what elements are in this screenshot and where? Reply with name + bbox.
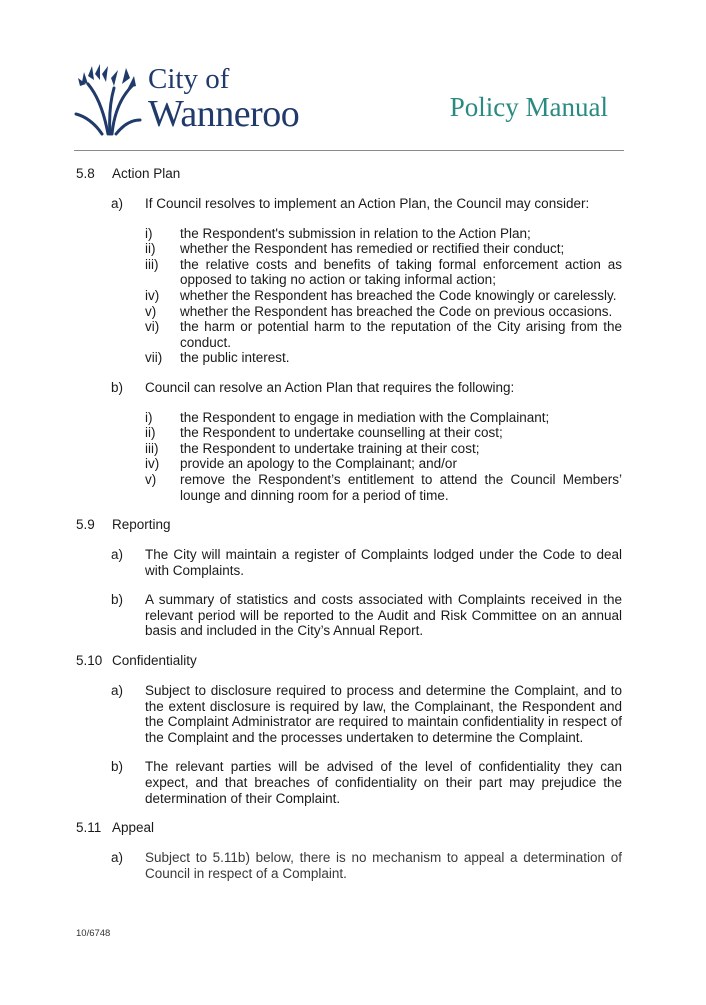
clause-text: Subject to disclosure required to process and determine the Complaint, and to the extent disclosure is required by law, the Complainant, the Respondent and the Complaint Administrator are required to maintain confidentiality in respect of the Complaint and the processes undertaken to determine the Complaint. [145,683,622,745]
header-divider [74,150,624,151]
section-5-11 [76,820,622,881]
subclause-label: iii) [145,440,159,456]
subclause-label: vii) [145,350,163,366]
subclause-label: vi) [145,319,160,335]
kangaroo-paw-icon [74,62,144,136]
subclause [145,319,622,350]
subclause-label: v) [145,303,157,319]
section-number: 5.9 [76,517,95,533]
subclause-text: the public interest. [180,350,290,366]
section-number: 5.11 [76,820,102,836]
policy-manual-title: Policy Manual [449,92,608,122]
clause-text: Subject to 5.11b) below, there is no mechanism to appeal a determination of Council in respect of a Complaint. [145,850,622,881]
section-title: Appeal [112,820,155,836]
clause-label: b) [111,759,124,775]
clause [111,683,622,745]
subclause-label: ii) [145,241,156,257]
subclause-text: the Respondent's submission in relation to the Action Plan; [180,225,531,241]
subclause [145,456,622,472]
subclause-label: iv) [145,287,160,303]
clause-label: b) [111,379,124,395]
section-5-8 [76,166,622,503]
logo-text-wanneroo: Wanneroo [148,93,300,135]
clause-label: a) [111,547,124,563]
clause-text: If Council resolves to implement an Action Plan, the Council may consider: [145,196,590,211]
subclause [145,441,622,457]
logo-text-city: City of [148,63,230,95]
clause-text: A summary of statistics and costs associated with Complaints received in the relevant period will be reported to the Audit and Risk Committee on an annual basis and included in the City’s Annual Report. [145,592,622,639]
subclause-text: the relative costs and benefits of taking formal enforcement action as opposed to taking no action or taking informal action; [180,256,622,288]
city-logo [74,62,324,136]
clause-label: b) [111,592,124,608]
clause [111,196,622,366]
section-5-10 [76,653,622,806]
subclause [145,257,622,288]
section-heading [76,166,622,182]
subclause [145,241,622,257]
subclause-label: ii) [145,425,156,441]
subclause-text: the Respondent to undertake counselling at their cost; [180,425,503,441]
section-number: 5.10 [76,653,103,669]
section-number: 5.8 [76,166,95,181]
clause [111,547,622,578]
subclause [145,304,622,320]
subclause [145,472,622,503]
section-5-9 [76,517,622,639]
subclause-text: the Respondent to undertake training at their cost; [180,440,480,456]
subclause [145,350,622,366]
section-title: Reporting [112,517,171,533]
clause-label: a) [111,683,124,699]
clause-text: The relevant parties will be advised of the level of confidentiality they can expect, and that breaches of confidentiality on their part may prejudice the determination of their Complaint. [145,759,622,806]
section-heading [76,517,622,533]
subclause-text: whether the Respondent has breached the Code knowingly or carelessly. [180,287,617,303]
clause-text: The City will maintain a register of Complaints lodged under the Code to deal with Complaints. [145,547,622,578]
subclause [145,425,622,441]
clause [111,850,622,881]
subclause-text: remove the Respondent’s entitlement to attend the Council Members’ lounge and dinning room for a period of time. [180,471,622,503]
section-title: Confidentiality [112,653,197,669]
section-heading [76,820,622,836]
clause-text: Council can resolve an Action Plan that requires the following: [145,379,515,395]
subclause-text: provide an apology to the Complainant; and/or [180,456,457,472]
subclause-text: the Respondent to engage in mediation with the Complainant; [180,409,550,425]
clause-label: a) [111,196,124,211]
clause [111,592,622,639]
document-reference: 10/6748 [76,928,111,939]
subclause-label: i) [145,409,153,425]
subclause [145,226,622,242]
subclause [145,288,622,304]
subclause-text: whether the Respondent has remedied or rectified their conduct; [180,241,565,257]
subclause-text: whether the Respondent has breached the Code on previous occasions. [180,303,613,319]
subclause-label: iii) [145,256,159,272]
clause [111,759,622,806]
subclause-label: i) [145,225,153,241]
subclause-label: v) [145,471,157,487]
subclause-text: the harm or potential harm to the reputation of the City arising from the conduct. [180,319,622,350]
section-heading [76,653,622,669]
subclause [145,410,622,426]
subclause-label: iv) [145,456,160,472]
section-title: Action Plan [112,166,181,181]
document-body [76,166,622,895]
clause-label: a) [111,850,124,866]
clause [111,380,622,503]
